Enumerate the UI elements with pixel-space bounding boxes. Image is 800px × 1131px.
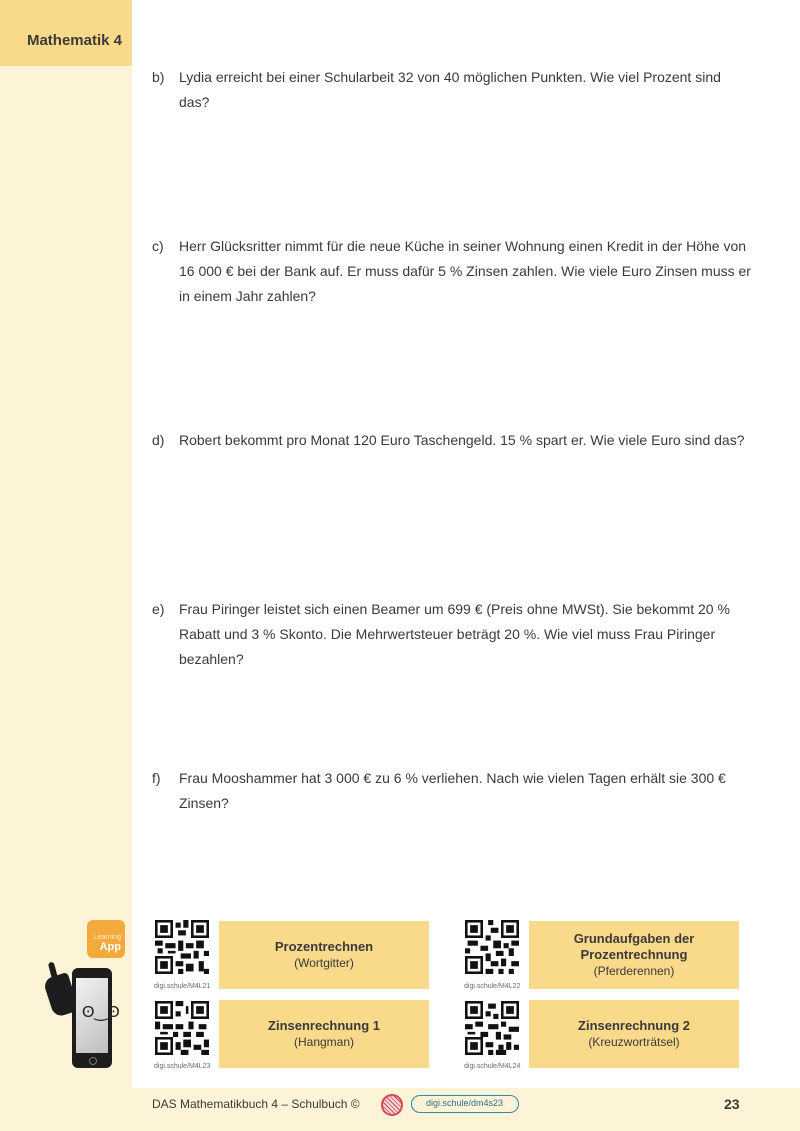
smartphone-mascot-icon: [72, 968, 120, 1068]
learning-app-icon: [87, 920, 125, 958]
app-title: Prozentrechnen: [274, 939, 374, 954]
task-e: [152, 597, 752, 672]
book-title: Mathematik 4: [26, 32, 122, 49]
task-text: Herr Glücksritter nimmt für die neue Küche in seiner Wohnung einen Kredit in der Höhe von 16 000 € bei der Bank auf. Er muss dafür 5 % Zinsen zahlen. Wie viele Euro Zinsen muss er in einem Jahr zahlen?: [179, 238, 751, 304]
qr-url[interactable]: digi.schule/M4L24: [464, 1063, 521, 1070]
app-card-zinsenrechnung-2[interactable]: [529, 1000, 739, 1068]
app-label: App: [99, 941, 121, 953]
task-d: [152, 428, 752, 453]
task-text: Lydia erreicht bei einer Schularbeit 32 von 40 möglichen Punkten. Wie viel Prozent sind das?: [179, 69, 721, 110]
app-title: Zinsenrechnung 2: [578, 1018, 690, 1033]
app-subtitle: (Pferderennen): [593, 964, 675, 978]
task-label: e): [152, 601, 165, 617]
app-subtitle: (Kreuzworträtsel): [588, 1035, 680, 1049]
app-subtitle: (Wortgitter): [294, 956, 354, 970]
task-text: Robert bekommt pro Monat 120 Euro Taschengeld. 15 % spart er. Wie viele Euro sind das?: [179, 432, 745, 448]
task-label: b): [152, 69, 165, 85]
sidebar: [0, 0, 132, 1131]
task-f: [152, 766, 752, 816]
phone-screen: [76, 978, 120, 1053]
home-button-icon: [89, 1057, 97, 1065]
task-text: Frau Mooshammer hat 3 000 € zu 6 % verliehen. Nach wie vielen Tagen erhält sie 300 € Zinsen?: [179, 770, 726, 811]
qr-code-icon[interactable]: [465, 1001, 519, 1055]
footer-copyright: DAS Mathematikbuch 4 – Schulbuch ©: [152, 1097, 360, 1111]
qr-code-icon[interactable]: [155, 1001, 209, 1055]
app-card-prozentrechnen[interactable]: [219, 921, 429, 989]
app-card-grundaufgaben[interactable]: [529, 921, 739, 989]
publisher-logo-icon: [381, 1094, 403, 1116]
task-text: Frau Piringer leistet sich einen Beamer um 699 € (Preis ohne MWSt). Sie bekommt 20 % Rabatt und 3 % Skonto. Die Mehrwertsteuer beträgt 20 %. Wie viel muss Frau Piringer bezahlen?: [179, 601, 730, 667]
app-title: Zinsenrechnung 1: [268, 1018, 380, 1033]
task-b: [152, 65, 752, 115]
page-number: 23: [724, 1096, 740, 1112]
sidebar-header: [0, 0, 132, 66]
qr-code-icon[interactable]: [465, 920, 519, 974]
task-label: d): [152, 432, 165, 448]
learning-app-label: Learning: [93, 934, 121, 941]
task-label: c): [152, 238, 164, 254]
task-label: f): [152, 770, 161, 786]
smiley-face-icon: ʘ‿ʘ: [82, 1004, 120, 1021]
qr-code-icon[interactable]: [155, 920, 209, 974]
qr-url[interactable]: digi.schule/M4L21: [154, 983, 211, 990]
footer-link[interactable]: digi.schule/dm4s23: [411, 1095, 519, 1113]
app-title: Grundaufgaben der Prozentrechnung: [573, 931, 695, 962]
qr-url[interactable]: digi.schule/M4L22: [464, 983, 521, 990]
qr-url[interactable]: digi.schule/M4L23: [154, 1063, 211, 1070]
app-subtitle: (Hangman): [293, 1035, 355, 1049]
app-card-zinsenrechnung-1[interactable]: [219, 1000, 429, 1068]
task-c: [152, 234, 752, 309]
